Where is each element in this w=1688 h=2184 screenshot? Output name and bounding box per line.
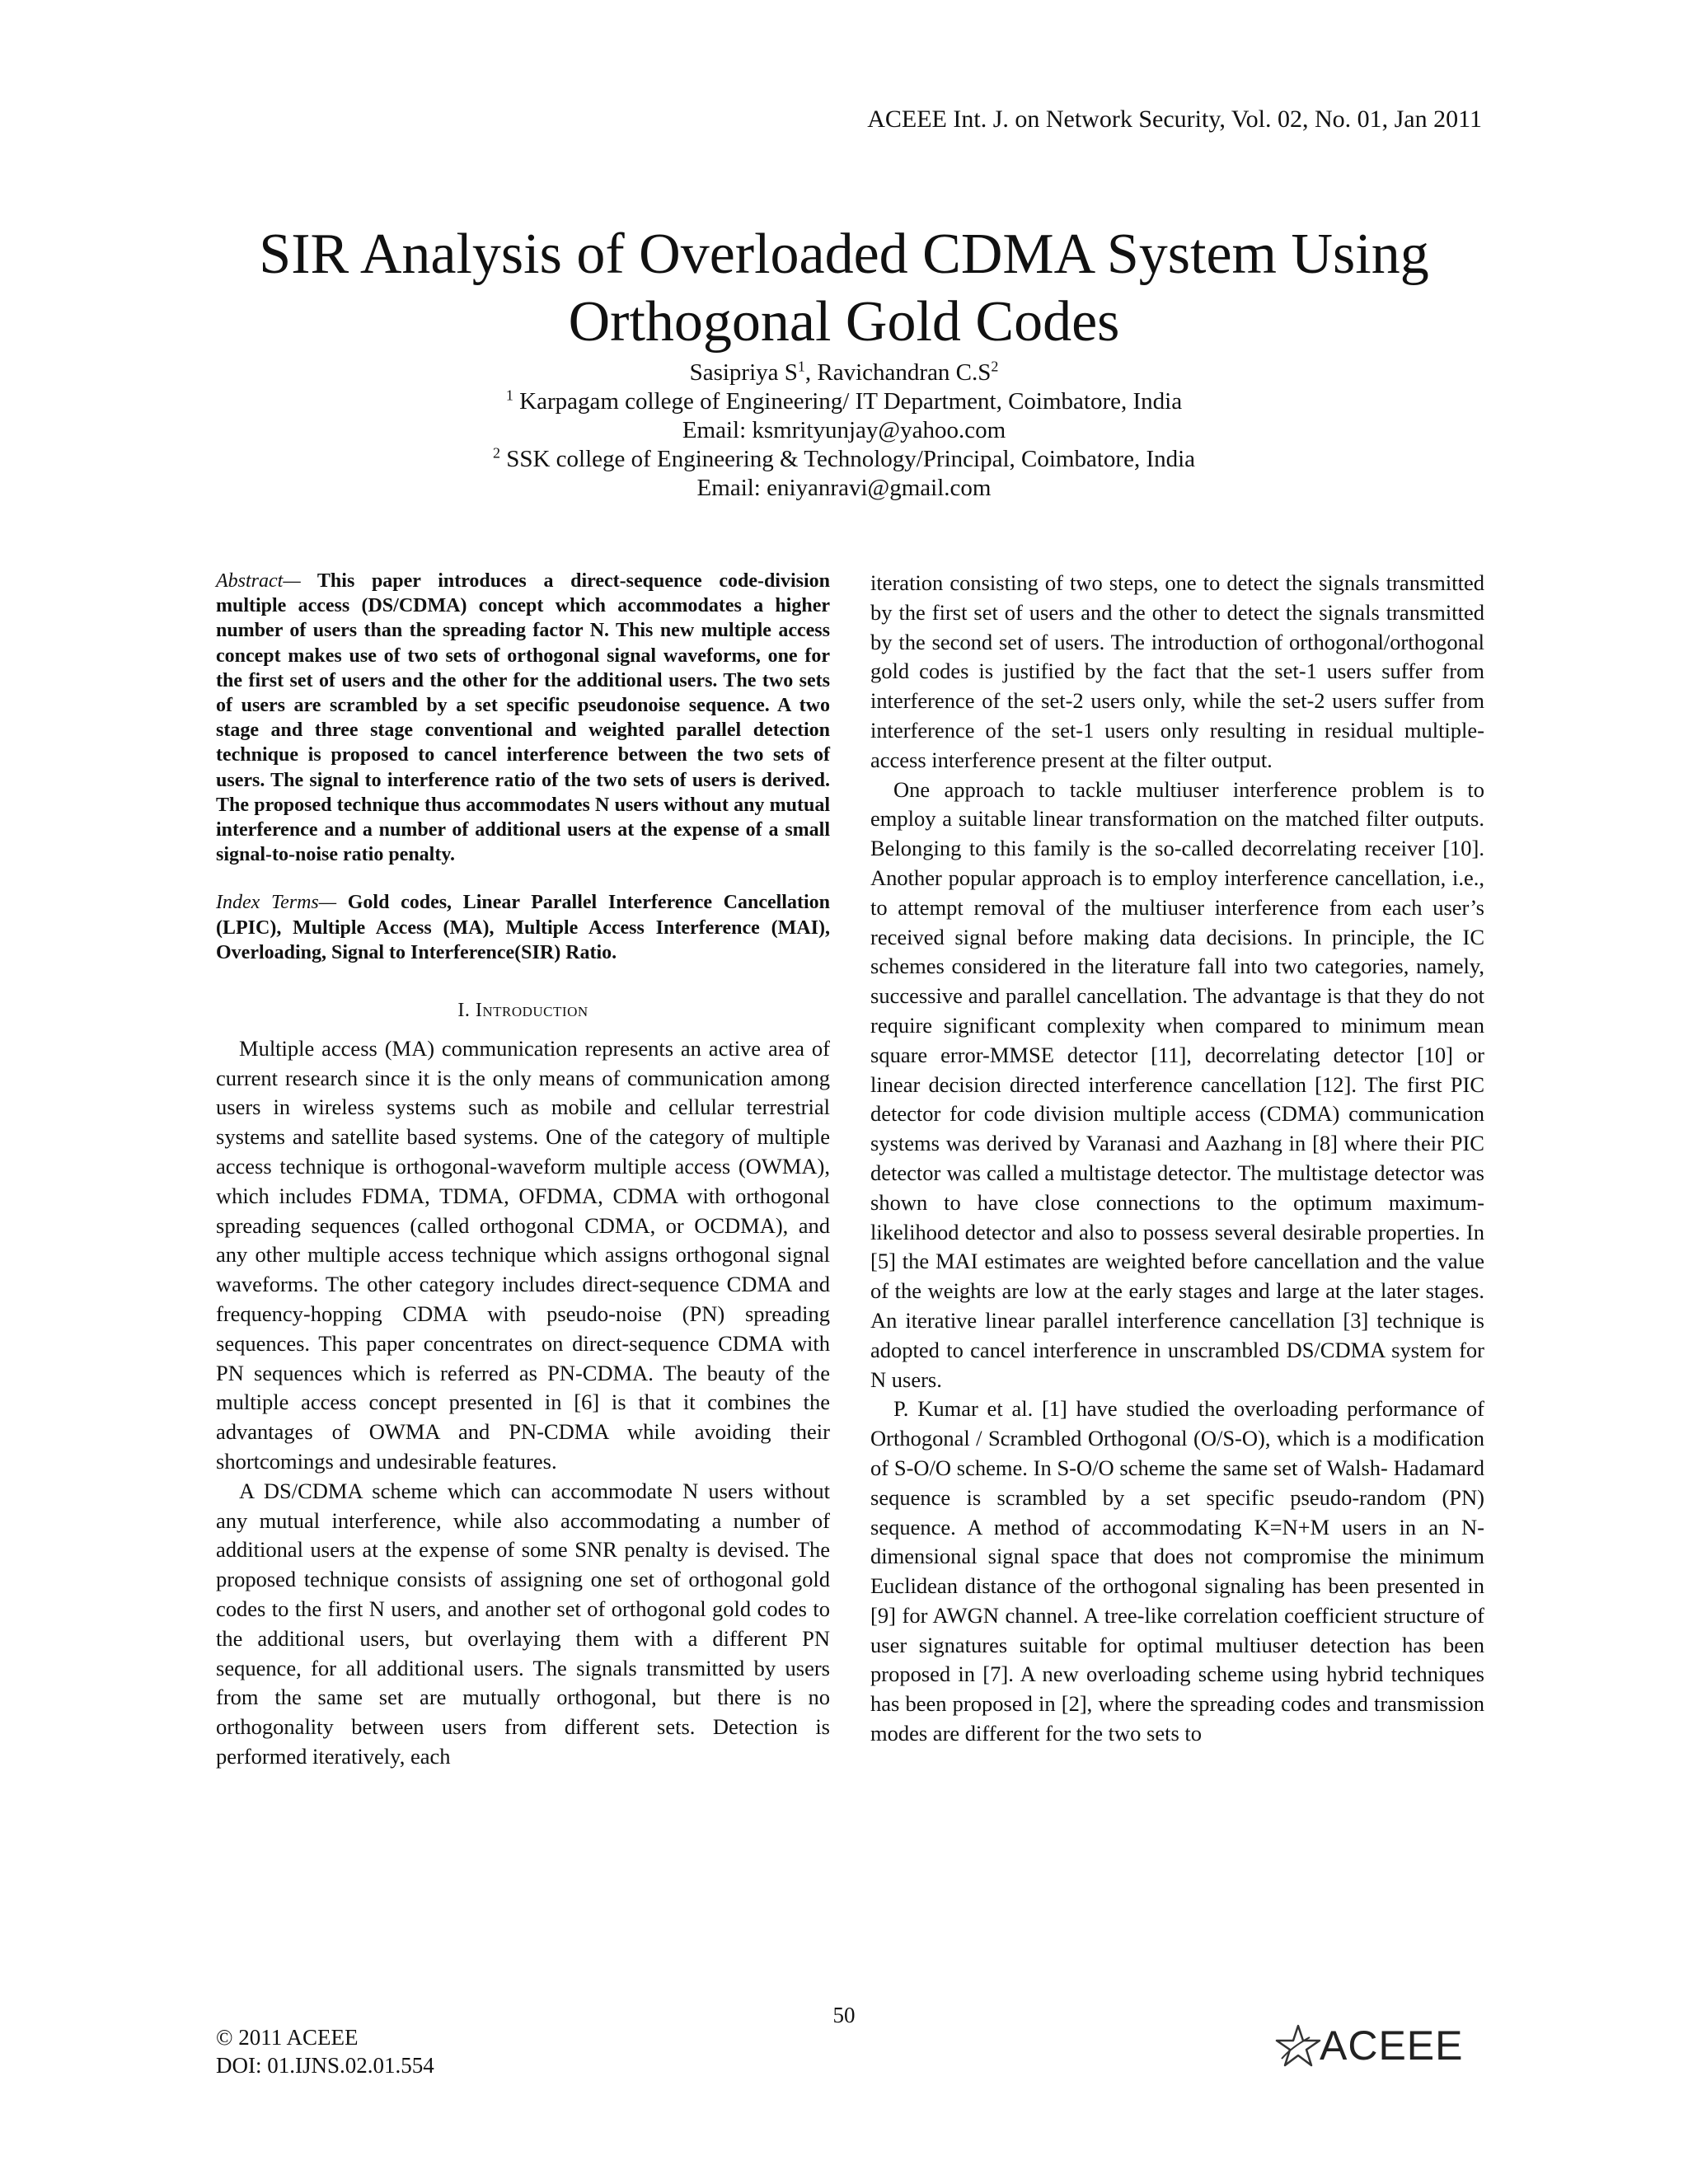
doi: DOI: 01.IJNS.02.01.554: [216, 2053, 434, 2078]
index-terms-text: Gold codes, Linear Parallel Interference Cancellation (LPIC), Multiple Access (MA), Multiple Access Interference (MAI), Overloading, Signal to Interference(SIR) Ratio.: [216, 892, 830, 963]
publisher-logo: [1273, 2021, 1464, 2070]
abstract-label: Abstract—: [216, 570, 301, 592]
body-paragraph: Multiple access (MA) communication represents an active area of current research since it is the only means of communication among users in wireless systems such as mobile and cellular terrestrial systems and satellite based systems. One of the category of multiple access technique is orthogonal-waveform multiple access (OWMA), which includes FDMA, TDMA, OFDMA, CDMA with orthogonal spreading sequences (called orthogonal CDMA, or OCDMA), and any other multiple access technique which assigns orthogonal signal waveforms. The other category includes direct-sequence CDMA and frequency-hopping CDMA with pseudo-noise (PN) spreading sequences. This paper concentrates on direct-sequence CDMA with PN sequences which is referred as PN-CDMA. The beauty of the multiple access concept presented in [6] is that it combines the advantages of OWMA and PN-CDMA while avoiding their shortcomings and undesirable features.: [216, 1035, 830, 1474]
paper-title: [0, 221, 1688, 356]
author-2-sup: 2: [991, 358, 999, 375]
index-terms: [216, 890, 830, 965]
author-separator: ,: [804, 359, 818, 386]
affiliation-2-sup: 2: [492, 444, 500, 462]
footer-info: [216, 2023, 434, 2079]
body-paragraph: A DS/CDMA scheme which can accommodate N users without any mutual interference, while also accommodating a number of additional users at the expense of some SNR penalty is devised. The proposed technique consists of assigning one set of orthogonal gold codes to the first N users, and another set of orthogonal gold codes to the additional users, but overlaying them with a different PN sequence, for all additional users. The signals transmitted by users from the same set are mutually orthogonal, but there is no orthogonality between users from different sets. Detection is performed iteratively, each: [216, 1478, 830, 1769]
affiliation-1: [0, 387, 1688, 416]
affiliation-2: [0, 445, 1688, 474]
copyright: © 2011 ACEEE: [216, 2025, 359, 2050]
author-names: [0, 359, 1688, 387]
abstract-text: This paper introduces a direct-sequence code-division multiple access (DS/CDMA) concept which accommodates a higher number of users than the spreading factor N. This new multiple access concept makes use of two sets of orthogonal signal waveforms, one for the first set of users and the other for the additional users. The two sets of users are scrambled by a set specific pseudonoise sequence. A two stage and three stage conventional and weighted parallel detection technique is proposed to cancel interference between the two sets of users. The signal to interference ratio of the two sets of users is derived. The proposed technique thus accommodates N users without any mutual interference and a number of additional users at the expense of a small signal-to-noise ratio penalty.: [216, 570, 830, 866]
aceee-star-icon: [1273, 2022, 1323, 2069]
email-1: Email: ksmrityunjay@yahoo.com: [682, 417, 1006, 443]
author-1: Sasipriya S: [689, 359, 798, 386]
affiliation-2-text: SSK college of Engineering & Technology/Principal, Coimbatore, India: [499, 446, 1196, 472]
right-column: [870, 569, 1484, 1749]
author-2: Ravichandran C.S: [817, 359, 992, 386]
email-2: Email: eniyanravi@gmail.com: [696, 475, 992, 501]
author-block: [0, 359, 1688, 503]
running-header: ACEEE Int. J. on Network Security, Vol. 02, No. 01, Jan 2011: [867, 105, 1482, 133]
section-number: I.: [457, 1000, 476, 1022]
abstract: [216, 569, 830, 867]
body-paragraph: One approach to tackle multiuser interference problem is to employ a suitable linear transformation on the matched filter outputs. Belonging to this family is the so-called decorrelating receiver [10]. Another popular approach is to employ interference cancellation, i.e., to attempt removal of the multiuser interference from each user’s received signal before making data decisions. In principle, the IC schemes considered in the literature fall into two categories, namely, successive and parallel cancellation. The advantage is that they do not require significant complexity when compared to minimum mean square error-MMSE detector [11], decorrelating detector [10] or linear decision directed interference cancellation [12]. The first PIC detector for code division multiple access (CDMA) communication systems was derived by Varanasi and Aazhang in [8] where their PIC detector was called a multistage detector. The multistage detector was shown to have close connections to the optimum maximum-likelihood detector and also to possess several desirable properties. In [5] the MAI estimates are weighted before cancellation and the value of the weights are low at the early stages and large at the later stages. An iterative linear parallel interference cancellation [3] technique is adopted to cancel interference in unscrambled DS/CDMA system for N users.: [870, 776, 1484, 1392]
title-line-2: Orthogonal Gold Codes: [568, 290, 1120, 354]
affiliation-1-text: Karpagam college of Engineering/ IT Department, Coimbatore, India: [513, 388, 1183, 415]
index-terms-label: Index Terms—: [216, 892, 337, 914]
logo-text: ACEEE: [1320, 2022, 1464, 2069]
page-number: 50: [832, 2003, 856, 2027]
section-title: Introduction: [475, 1000, 588, 1022]
section-heading-introduction: [216, 996, 830, 1026]
left-column: [216, 569, 830, 1772]
body-paragraph: iteration consisting of two steps, one to detect the signals transmitted by the first set of users and the other to detect the signals transmitted by the second set of users. The introduction of orthogonal/orthogonal gold codes is justified by the fact that the set-1 users suffer from interference of the set-2 users only, while the set-2 users suffer from interference of the set-1 users only resulting in residual multiple-access interference present at the filter output.: [870, 570, 1484, 772]
title-line-1: SIR Analysis of Overloaded CDMA System Using: [259, 223, 1429, 286]
body-paragraph: P. Kumar et al. [1] have studied the overloading performance of Orthogonal / Scrambled Orthogonal (O/S-O), which is a modification of S-O/O scheme. In S-O/O scheme the same set of Walsh- Hadamard sequence is scrambled by a set specific pseudo-random (PN) sequence. A method of accommodating K=N+M users in an N-dimensional signal space that does not compromise the minimum Euclidean distance of the orthogonal signaling has been presented in [9] for AWGN channel. A tree-like correlation coefficient structure of user signatures suitable for optimal multiuser detection has been proposed in [7]. A new overloading scheme using hybrid techniques has been proposed in [2], where the spreading codes and transmission modes are different for the two sets to: [870, 1396, 1484, 1746]
author-1-sup: 1: [797, 358, 805, 375]
affiliation-1-sup: 1: [505, 387, 513, 404]
